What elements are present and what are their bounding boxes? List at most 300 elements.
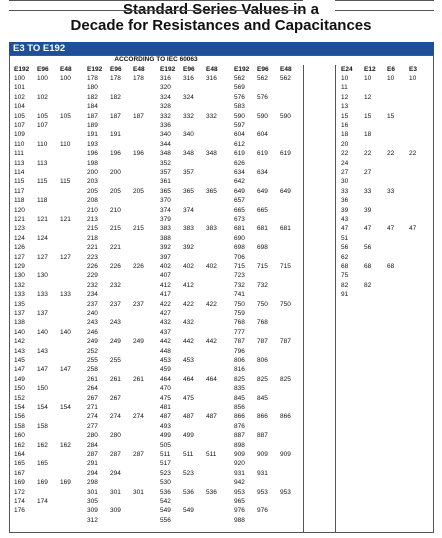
series-value-cell: 149 <box>14 375 25 383</box>
series-value-cell: 91 <box>341 291 349 299</box>
series-value-cell: 759 <box>234 310 245 317</box>
series-value-cell: 118 <box>37 197 48 205</box>
series-value-cell: 255 <box>110 357 121 364</box>
series-value-cell: 619 <box>234 150 245 158</box>
series-value-cell: 732 <box>257 281 268 289</box>
series-value-cell: 312 <box>87 516 98 524</box>
series-value-cell: 806 <box>257 357 268 364</box>
series-value-cell: 43 <box>341 216 349 223</box>
series-value-cell: 113 <box>14 159 25 167</box>
series-value-cell: 657 <box>234 197 245 205</box>
series-value-cell: 208 <box>87 197 98 205</box>
series-value-cell: 203 <box>87 178 98 186</box>
series-value-cell: 920 <box>234 460 245 468</box>
series-value-cell: 715 <box>280 263 291 270</box>
series-value-cell: 158 <box>14 422 25 430</box>
series-value-cell: 196 <box>133 150 144 158</box>
column-header: E48 <box>133 66 145 73</box>
series-value-cell: 127 <box>14 253 25 261</box>
series-value-cell: 348 <box>206 150 217 158</box>
series-value-cell: 115 <box>60 178 71 186</box>
series-value-cell: 33 <box>341 187 349 195</box>
series-value-cell: 294 <box>87 469 98 477</box>
series-value-cell: 102 <box>14 93 25 101</box>
standard-label: ACCORDING TO IEC 60063 <box>114 56 198 63</box>
series-value-cell: 68 <box>387 263 395 270</box>
series-value-cell: 121 <box>37 216 48 223</box>
series-value-cell: 147 <box>60 366 71 374</box>
series-value-cell: 383 <box>160 225 171 233</box>
series-value-cell: 150 <box>37 385 48 393</box>
series-value-cell: 234 <box>87 291 98 299</box>
series-value-cell: 301 <box>110 488 121 496</box>
series-value-cell: 287 <box>110 451 121 458</box>
series-value-cell: 107 <box>14 122 25 129</box>
series-value-cell: 549 <box>183 507 194 515</box>
series-value-cell: 750 <box>234 300 245 308</box>
series-value-cell: 825 <box>257 375 268 383</box>
series-value-cell: 147 <box>14 366 25 374</box>
column-header: E192 <box>87 66 103 73</box>
series-value-cell: 549 <box>160 507 171 515</box>
series-value-cell: 182 <box>87 93 98 101</box>
series-value-cell: 20 <box>341 140 349 148</box>
series-value-cell: 437 <box>160 328 171 336</box>
series-value-cell: 156 <box>14 413 25 421</box>
series-value-cell: 264 <box>87 385 98 393</box>
series-value-cell: 530 <box>160 479 171 487</box>
series-value-cell: 243 <box>87 319 98 327</box>
series-value-cell: 681 <box>280 225 291 233</box>
series-value-cell: 11 <box>341 84 348 92</box>
series-value-cell: 642 <box>234 178 245 186</box>
series-value-cell: 33 <box>364 187 372 195</box>
series-value-cell: 294 <box>110 469 121 477</box>
series-value-cell: 324 <box>160 93 171 101</box>
series-value-cell: 511 <box>183 451 194 458</box>
series-value-cell: 523 <box>183 469 194 477</box>
series-value-cell: 130 <box>14 272 25 280</box>
series-value-cell: 100 <box>14 75 25 82</box>
series-value-cell: 583 <box>234 103 245 111</box>
series-value-cell: 388 <box>160 234 171 242</box>
series-value-cell: 316 <box>206 75 217 82</box>
column-header: E192 <box>14 66 30 73</box>
series-value-cell: 336 <box>160 122 171 129</box>
series-value-cell: 147 <box>37 366 48 374</box>
series-value-cell: 267 <box>110 394 121 402</box>
series-value-cell: 162 <box>60 441 71 449</box>
series-value-cell: 191 <box>87 131 98 139</box>
series-value-cell: 422 <box>206 300 217 308</box>
series-value-cell: 706 <box>234 253 245 261</box>
series-value-cell: 825 <box>280 375 291 383</box>
series-value-cell: 133 <box>60 291 71 299</box>
series-value-cell: 68 <box>341 263 349 270</box>
series-value-cell: 511 <box>160 451 171 458</box>
series-value-cell: 196 <box>87 150 98 158</box>
series-value-cell: 126 <box>14 244 25 252</box>
series-value-cell: 143 <box>14 347 25 355</box>
series-value-cell: 649 <box>257 187 268 195</box>
series-value-cell: 215 <box>110 225 121 233</box>
series-value-cell: 750 <box>257 300 268 308</box>
series-value-cell: 750 <box>280 300 291 308</box>
column-header: E48 <box>60 66 72 73</box>
series-value-cell: 412 <box>183 281 194 289</box>
series-value-cell: 464 <box>160 375 171 383</box>
series-value-cell: 536 <box>183 488 194 496</box>
series-value-cell: 392 <box>160 244 171 252</box>
series-value-cell: 226 <box>133 263 144 270</box>
series-value-cell: 976 <box>234 507 245 515</box>
series-value-cell: 953 <box>280 488 291 496</box>
series-value-cell: 200 <box>87 169 98 176</box>
series-value-cell: 536 <box>206 488 217 496</box>
header-rule-right <box>335 0 434 11</box>
series-value-cell: 237 <box>87 300 98 308</box>
series-value-cell: 909 <box>257 451 268 458</box>
series-value-cell: 931 <box>257 469 268 477</box>
series-value-cell: 105 <box>37 112 48 120</box>
series-value-cell: 30 <box>341 178 349 186</box>
series-value-cell: 114 <box>14 169 25 176</box>
series-value-cell: 138 <box>14 319 25 327</box>
series-value-cell: 82 <box>364 281 372 289</box>
series-value-cell: 232 <box>110 281 121 289</box>
series-value-cell: 205 <box>133 187 144 195</box>
series-value-cell: 825 <box>234 375 245 383</box>
series-value-cell: 124 <box>37 234 48 242</box>
series-value-cell: 133 <box>37 291 48 299</box>
series-value-cell: 165 <box>14 460 25 468</box>
series-value-cell: 274 <box>87 413 98 421</box>
series-value-cell: 576 <box>234 93 245 101</box>
series-value-cell: 174 <box>14 498 25 505</box>
series-value-cell: 165 <box>37 460 48 468</box>
series-value-cell: 542 <box>160 498 171 505</box>
series-value-cell: 365 <box>183 187 194 195</box>
divider-left-right <box>303 65 304 533</box>
series-value-cell: 105 <box>14 112 25 120</box>
series-value-cell: 56 <box>341 244 349 252</box>
series-value-cell: 741 <box>234 291 245 299</box>
series-value-cell: 309 <box>110 507 121 515</box>
series-value-cell: 39 <box>341 206 349 214</box>
series-value-cell: 187 <box>110 112 121 120</box>
series-value-cell: 145 <box>14 357 25 364</box>
series-value-cell: 271 <box>87 404 98 411</box>
series-value-cell: 102 <box>37 93 48 101</box>
series-value-cell: 332 <box>160 112 171 120</box>
series-value-cell: 427 <box>160 310 171 317</box>
series-value-cell: 169 <box>37 479 48 487</box>
series-value-cell: 191 <box>110 131 121 139</box>
series-value-cell: 619 <box>280 150 291 158</box>
series-value-cell: 100 <box>60 75 71 82</box>
series-value-cell: 200 <box>110 169 121 176</box>
series-value-cell: 237 <box>110 300 121 308</box>
series-value-cell: 189 <box>87 122 98 129</box>
series-value-cell: 18 <box>364 131 372 139</box>
series-value-cell: 432 <box>160 319 171 327</box>
series-value-cell: 101 <box>14 84 25 92</box>
series-value-cell: 402 <box>160 263 171 270</box>
series-value-cell: 142 <box>14 338 25 346</box>
series-value-cell: 10 <box>364 75 372 82</box>
series-value-cell: 274 <box>110 413 121 421</box>
series-value-cell: 255 <box>87 357 98 364</box>
series-value-cell: 898 <box>234 441 245 449</box>
series-value-cell: 223 <box>87 253 98 261</box>
series-value-cell: 176 <box>14 507 25 515</box>
series-value-cell: 284 <box>87 441 98 449</box>
series-value-cell: 536 <box>160 488 171 496</box>
series-value-cell: 332 <box>206 112 217 120</box>
series-value-cell: 931 <box>234 469 245 477</box>
series-value-cell: 412 <box>160 281 171 289</box>
series-value-cell: 277 <box>87 422 98 430</box>
series-value-cell: 152 <box>14 394 25 402</box>
series-value-cell: 215 <box>133 225 144 233</box>
series-band-header: E3 TO E192 <box>9 42 434 55</box>
column-header: E96 <box>183 66 195 73</box>
series-value-cell: 397 <box>160 253 171 261</box>
series-value-cell: 475 <box>160 394 171 402</box>
series-value-cell: 47 <box>364 225 372 233</box>
series-value-cell: 690 <box>234 234 245 242</box>
series-value-cell: 150 <box>14 385 25 393</box>
series-value-cell: 562 <box>280 75 291 82</box>
series-value-cell: 953 <box>234 488 245 496</box>
series-value-cell: 316 <box>183 75 194 82</box>
series-value-cell: 143 <box>37 347 48 355</box>
series-value-cell: 12 <box>364 93 372 101</box>
series-value-cell: 475 <box>183 394 194 402</box>
series-value-cell: 796 <box>234 347 245 355</box>
series-value-cell: 976 <box>257 507 268 515</box>
series-value-cell: 22 <box>364 150 372 158</box>
series-value-cell: 137 <box>37 310 48 317</box>
series-value-cell: 291 <box>87 460 98 468</box>
series-value-cell: 15 <box>364 112 372 120</box>
series-value-cell: 237 <box>133 300 144 308</box>
series-value-cell: 453 <box>160 357 171 364</box>
series-value-cell: 196 <box>110 150 121 158</box>
series-value-cell: 16 <box>341 122 349 129</box>
column-header: E96 <box>257 66 269 73</box>
series-value-cell: 22 <box>341 150 349 158</box>
series-value-cell: 120 <box>14 206 25 214</box>
series-value-cell: 135 <box>14 300 25 308</box>
series-value-cell: 267 <box>87 394 98 402</box>
series-value-cell: 184 <box>87 103 98 111</box>
series-value-cell: 787 <box>234 338 245 346</box>
series-value-cell: 105 <box>60 112 71 120</box>
series-value-cell: 162 <box>37 441 48 449</box>
series-value-cell: 121 <box>60 216 71 223</box>
series-value-cell: 344 <box>160 140 171 148</box>
header-rule-left <box>9 0 303 11</box>
series-value-cell: 374 <box>160 206 171 214</box>
series-value-cell: 193 <box>87 140 98 148</box>
series-value-cell: 187 <box>133 112 144 120</box>
series-value-cell: 442 <box>183 338 194 346</box>
series-value-cell: 18 <box>341 131 349 139</box>
series-value-cell: 816 <box>234 366 245 374</box>
series-value-cell: 866 <box>234 413 245 421</box>
series-value-cell: 221 <box>87 244 98 252</box>
series-value-cell: 464 <box>206 375 217 383</box>
series-value-cell: 68 <box>364 263 372 270</box>
title-line-2: Decade for Resistances and Capacitances <box>70 17 372 34</box>
series-value-cell: 10 <box>409 75 417 82</box>
series-value-cell: 988 <box>234 516 245 524</box>
series-value-cell: 806 <box>234 357 245 364</box>
series-value-cell: 22 <box>409 150 417 158</box>
divider-right-gap <box>335 65 336 533</box>
series-value-cell: 127 <box>60 253 71 261</box>
series-value-cell: 493 <box>160 422 171 430</box>
series-value-cell: 172 <box>14 488 25 496</box>
series-value-cell: 213 <box>87 216 98 223</box>
column-header: E12 <box>364 66 376 73</box>
series-value-cell: 117 <box>14 187 25 195</box>
series-value-cell: 124 <box>14 234 25 242</box>
series-value-cell: 301 <box>133 488 144 496</box>
series-value-cell: 481 <box>160 404 171 411</box>
series-value-cell: 348 <box>183 150 194 158</box>
series-value-cell: 110 <box>37 140 48 148</box>
series-value-cell: 316 <box>160 75 171 82</box>
series-value-cell: 56 <box>364 244 372 252</box>
series-value-cell: 590 <box>280 112 291 120</box>
series-value-cell: 866 <box>280 413 291 421</box>
column-header: E3 <box>409 66 417 73</box>
series-value-cell: 258 <box>87 366 98 374</box>
series-value-cell: 287 <box>87 451 98 458</box>
series-value-cell: 324 <box>183 93 194 101</box>
series-value-cell: 169 <box>60 479 71 487</box>
series-value-cell: 448 <box>160 347 171 355</box>
series-value-cell: 569 <box>234 84 245 92</box>
series-value-cell: 154 <box>60 404 71 411</box>
series-value-cell: 715 <box>257 263 268 270</box>
series-value-cell: 27 <box>364 169 372 176</box>
series-value-cell: 249 <box>133 338 144 346</box>
series-value-cell: 505 <box>160 441 171 449</box>
series-value-cell: 47 <box>387 225 395 233</box>
series-value-cell: 332 <box>183 112 194 120</box>
series-value-cell: 487 <box>183 413 194 421</box>
column-header: E6 <box>387 66 395 73</box>
series-value-cell: 110 <box>14 140 25 148</box>
series-value-cell: 328 <box>160 103 171 111</box>
series-value-cell: 154 <box>37 404 48 411</box>
series-value-cell: 178 <box>133 75 144 82</box>
column-header: E24 <box>341 66 353 73</box>
series-value-cell: 15 <box>341 112 349 120</box>
series-value-cell: 113 <box>37 159 48 167</box>
series-value-cell: 942 <box>234 479 245 487</box>
series-value-cell: 280 <box>87 432 98 440</box>
series-value-cell: 673 <box>234 216 245 223</box>
column-header: E192 <box>160 66 176 73</box>
series-value-cell: 432 <box>183 319 194 327</box>
series-value-cell: 301 <box>87 488 98 496</box>
series-value-cell: 22 <box>387 150 395 158</box>
series-value-cell: 590 <box>257 112 268 120</box>
series-value-cell: 723 <box>234 272 245 280</box>
series-value-cell: 232 <box>87 281 98 289</box>
series-value-cell: 487 <box>160 413 171 421</box>
series-value-cell: 383 <box>183 225 194 233</box>
series-value-cell: 365 <box>160 187 171 195</box>
series-value-cell: 856 <box>234 404 245 411</box>
series-value-cell: 649 <box>280 187 291 195</box>
series-value-cell: 33 <box>387 187 395 195</box>
series-value-cell: 261 <box>110 375 121 383</box>
series-value-cell: 422 <box>160 300 171 308</box>
series-value-cell: 140 <box>14 328 25 336</box>
series-value-cell: 82 <box>341 281 349 289</box>
series-value-cell: 118 <box>14 197 25 205</box>
series-value-cell: 36 <box>341 197 349 205</box>
series-value-cell: 357 <box>160 169 171 176</box>
series-value-cell: 835 <box>234 385 245 393</box>
series-value-cell: 459 <box>160 366 171 374</box>
series-value-cell: 137 <box>14 310 25 317</box>
series-value-cell: 205 <box>110 187 121 195</box>
series-value-cell: 13 <box>341 103 349 111</box>
series-value-cell: 887 <box>234 432 245 440</box>
series-value-cell: 320 <box>160 84 171 92</box>
series-value-cell: 140 <box>37 328 48 336</box>
series-value-cell: 111 <box>14 150 24 158</box>
series-value-cell: 698 <box>257 244 268 252</box>
series-value-cell: 221 <box>110 244 121 252</box>
series-value-cell: 357 <box>183 169 194 176</box>
series-value-cell: 100 <box>37 75 48 82</box>
series-value-cell: 133 <box>14 291 25 299</box>
series-value-cell: 121 <box>14 216 25 223</box>
series-value-cell: 10 <box>341 75 349 82</box>
series-value-cell: 154 <box>14 404 25 411</box>
series-value-cell: 845 <box>234 394 245 402</box>
series-value-cell: 174 <box>37 498 48 505</box>
column-header: E48 <box>280 66 292 73</box>
series-value-cell: 246 <box>87 328 98 336</box>
series-value-cell: 298 <box>87 479 98 487</box>
series-value-cell: 280 <box>110 432 121 440</box>
series-value-cell: 370 <box>160 197 171 205</box>
series-value-cell: 374 <box>183 206 194 214</box>
series-value-cell: 27 <box>341 169 349 176</box>
series-value-cell: 777 <box>234 328 245 336</box>
series-value-cell: 517 <box>160 460 171 468</box>
series-value-cell: 169 <box>14 479 25 487</box>
series-value-cell: 768 <box>257 319 268 327</box>
series-value-cell: 626 <box>234 159 245 167</box>
series-value-cell: 243 <box>110 319 121 327</box>
column-header: E192 <box>234 66 250 73</box>
series-value-cell: 182 <box>110 93 121 101</box>
series-value-cell: 499 <box>183 432 194 440</box>
series-value-cell: 140 <box>60 328 71 336</box>
series-value-cell: 158 <box>37 422 48 430</box>
series-value-cell: 845 <box>257 394 268 402</box>
series-value-cell: 352 <box>160 159 171 167</box>
